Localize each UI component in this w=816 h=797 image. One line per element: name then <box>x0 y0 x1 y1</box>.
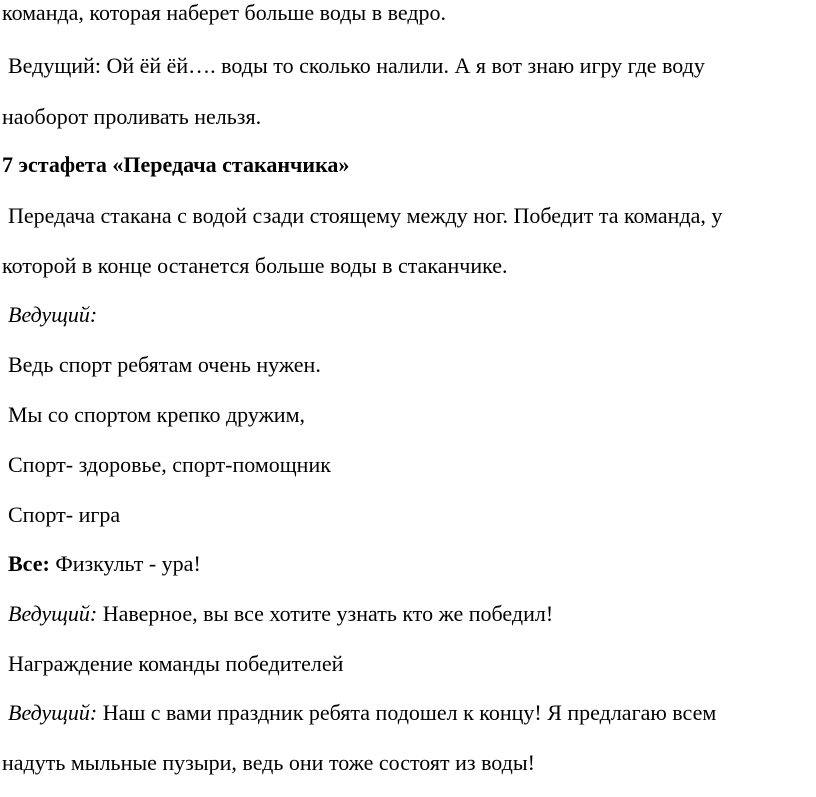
speaker-label: Ведущий: <box>8 302 98 327</box>
verse-line: Спорт- здоровье, спорт-помощник <box>8 452 331 477</box>
speaker-label: Ведущий: <box>8 601 98 626</box>
verse-line: Спорт- игра <box>8 502 121 527</box>
all-reply-text: Физкульт - ура! <box>49 551 201 576</box>
section-heading: 7 эстафета «Передача стаканчика» <box>2 152 350 177</box>
text-line: команда, которая наберет больше воды в ведро. <box>2 0 447 25</box>
verse-line: Ведь спорт ребятам очень нужен. <box>8 352 321 377</box>
host-question-text: Наверное, вы все хотите узнать кто же победил! <box>97 601 554 626</box>
text-line: Передача стакана с водой сзади стоящему между ног. Победит та команда, у <box>8 203 723 228</box>
award-line: Награждение команды победителей <box>8 651 344 676</box>
text-line: которой в конце останется больше воды в стаканчике. <box>2 253 508 278</box>
host-question-line <box>8 601 553 627</box>
text-line: Ведущий: Ой ёй ёй…. воды то сколько налили. А я вот знаю игру где воду <box>8 53 705 78</box>
host-final-text: Наш с вами праздник ребята подошел к концу! Я предлагаю всем <box>97 700 717 725</box>
text-line: надуть мыльные пузыри, ведь они тоже состоят из воды! <box>2 750 535 775</box>
host-final-line <box>8 700 716 726</box>
speaker-label: Ведущий: <box>8 700 98 725</box>
text-line: наоборот проливать нельзя. <box>2 104 262 129</box>
all-label: Все: <box>8 551 50 576</box>
verse-line: Мы со спортом крепко дружим, <box>8 402 305 427</box>
all-reply-line <box>8 551 201 577</box>
